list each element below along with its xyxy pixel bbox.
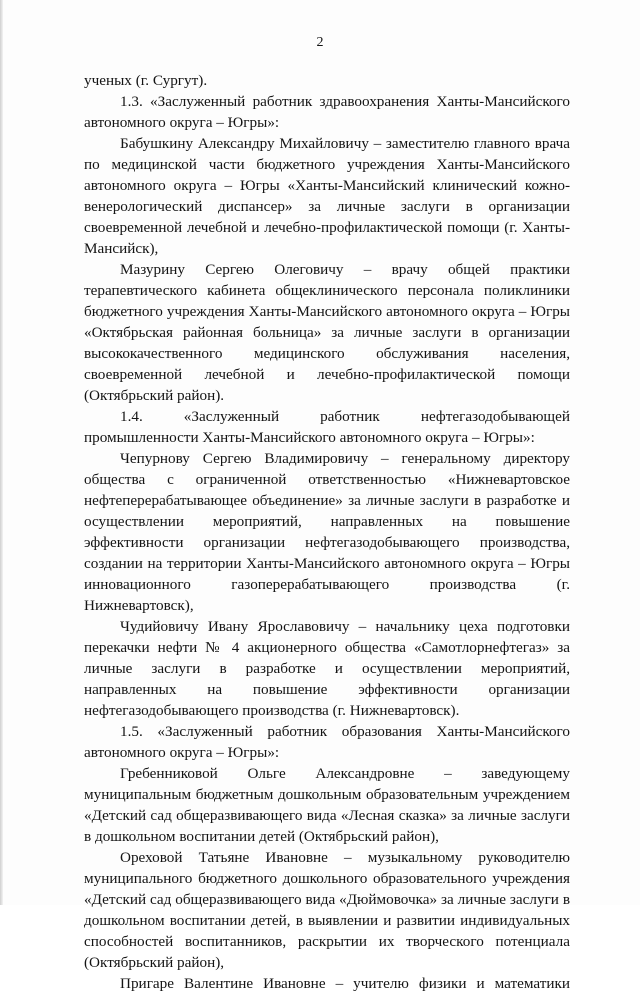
paragraph-mazurin: Мазурину Сергею Олеговичу – врачу общей практики терапевтического кабинета общеклинического персонала поликлиники бюджетного учреждения Ханты-Мансийского автономного округа – Югры «Октябрьская районная больница» за личные заслуги в организации высококачественного медицинского обслуживания населения, своевременной лечебной и лечебно-профилактической помощи (Октябрьский район). xyxy=(84,261,570,404)
paragraph-prigara: Пригаре Валентине Ивановне – учителю физики и математики xyxy=(120,975,570,992)
paragraph-section-1-4-heading: 1.4. «Заслуженный работник нефтегазодобывающей промышленности Ханты-Мансийского автономного округа – Югры»: xyxy=(84,408,570,446)
paragraph-grebennikova: Гребенниковой Ольге Александровне – заведующему муниципальным бюджетным дошкольным образовательным учреждением «Детский сад общеразвивающего вида «Лесная сказка» за личные заслуги в дошкольном воспитании детей (Октябрьский район), xyxy=(84,765,570,845)
paragraph-babushkin: Бабушкину Александру Михайловичу – заместителю главного врача по медицинской части бюджетного учреждения Ханты-Мансийского автономного округа – Югры «Ханты-Мансийский клинический кожно-венерологический диспансер» за личные заслуги в организации своевременной лечебной и лечебно-профилактической помощи (г. Ханты-Мансийск), xyxy=(84,135,570,257)
scan-edge-shadow xyxy=(0,0,3,905)
paragraph-surgut-end: ученых (г. Сургут). xyxy=(84,72,208,89)
paragraph-section-1-5-heading: 1.5. «Заслуженный работник образования Ханты-Мансийского автономного округа – Югры»: xyxy=(84,723,570,761)
document-body xyxy=(84,70,570,994)
paragraph-orekhova: Ореховой Татьяне Ивановне – музыкальному руководителю муниципального бюджетного дошкольного образовательного учреждения «Детский сад общеразвивающего вида «Дюймовочка» за личные заслуги в дошкольном воспитании детей, в выявлении и развитии индивидуальных способностей воспитанников, раскрытии их творческого потенциала (Октябрьский район), xyxy=(84,849,570,971)
paragraph-section-1-3-heading: 1.3. «Заслуженный работник здравоохранения Ханты-Мансийского автономного округа – Югры»: xyxy=(84,93,570,131)
page-number: 2 xyxy=(316,35,324,50)
paragraph-chepurnov: Чепурнову Сергею Владимировичу – генеральному директору общества с ограниченной ответственностью «Нижневартовское нефтеперерабатывающее объединение» за личные заслуги в разработке и осуществлении мероприятий, направленных на повышение эффективности организации нефтегазодобывающего производства, создании на территории Ханты-Мансийского автономного округа – Югры инновационного газоперерабатывающего производства (г. Нижневартовск), xyxy=(84,450,570,614)
paragraph-chudiyovich: Чудийовичу Ивану Ярославовичу – начальнику цеха подготовки перекачки нефти № 4 акционерного общества «Самотлорнефтегаз» за личные заслуги в разработке и осуществлении мероприятий, направленных на повышение эффективности организации нефтегазодобывающего производства (г. Нижневартовск). xyxy=(84,618,570,719)
